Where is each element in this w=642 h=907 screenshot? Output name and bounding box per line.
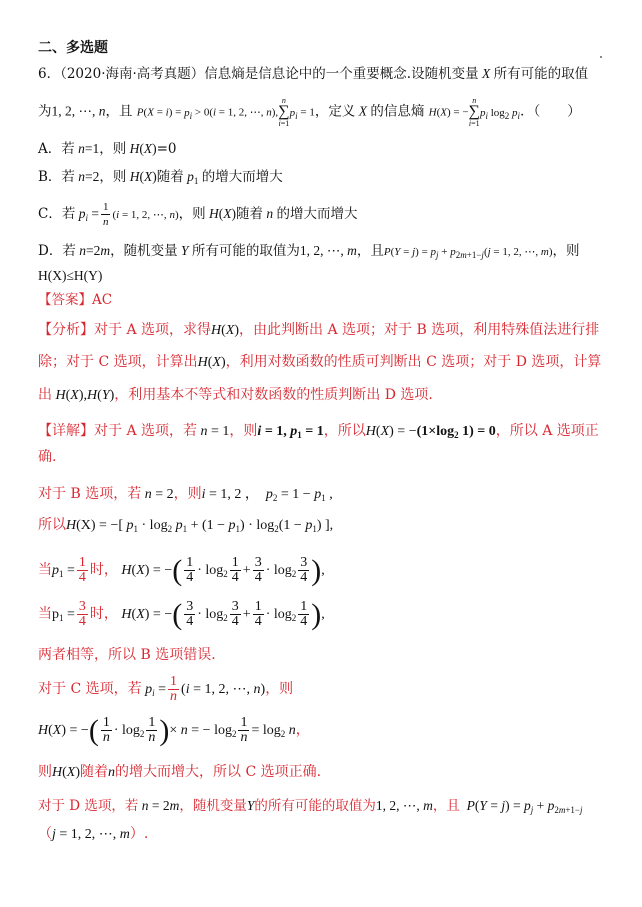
- math: n=1: [78, 141, 100, 156]
- stem-text: ，定义: [314, 103, 356, 120]
- fraction: $\frac{1}{n}$: [102, 201, 109, 228]
- detail-b-line2: [38, 515, 333, 539]
- math: $p_i$ =: [145, 682, 167, 698]
- math: H(X): [52, 765, 81, 780]
- detail-line2: 确.: [38, 449, 57, 465]
- math: Y: [246, 798, 255, 813]
- math: H(X) = −(: [38, 713, 99, 747]
- fraction: $\frac{1}{4}$: [186, 554, 194, 585]
- fraction: $\frac{3}{4}$: [300, 554, 308, 585]
- stem-text: 信息熵是信息论中的一个重要概念.设随机变量: [204, 66, 479, 82]
- math: Y: [180, 243, 189, 258]
- option-c-text: ，则: [178, 206, 206, 222]
- detail-text: .: [143, 826, 149, 842]
- option-c-tail: 随着: [235, 206, 263, 222]
- fraction: $\frac{1}{n}$: [240, 714, 248, 745]
- detail-c-line3: [38, 762, 321, 783]
- option-c-end: 的增大而增大: [276, 206, 358, 222]
- detail-text: 随着: [80, 764, 109, 780]
- math-prob-def: $P(X = i) = p_i > 0(i = 1$, 2, ⋯, n),: [136, 106, 279, 121]
- math: $H(X) = -(1\times\log_2$ 1) = 0: [365, 424, 496, 440]
- question-source: （2020·海南·高考真题）: [60, 66, 205, 82]
- math: ),: [311, 553, 325, 587]
- math: n: [266, 206, 274, 221]
- detail-text: ，所以: [323, 423, 366, 439]
- option-d-conclusion: H(X)≤H(Y): [38, 268, 103, 283]
- question-number: 6．: [38, 66, 61, 82]
- detail-text: ，随机变量: [179, 798, 247, 814]
- answer-blank: ．（ ）: [520, 103, 581, 120]
- math: · $\log_2$: [113, 723, 145, 739]
- detail-text: 的所有可能的取值为: [254, 798, 376, 814]
- math: ),: [311, 597, 325, 631]
- math: n = 2m: [141, 798, 180, 813]
- option-a-label: A．若: [38, 141, 75, 157]
- comma: ，: [295, 722, 310, 738]
- math: H(X) = −[ $p_1 \cdot \log_2 p_1 + (1 - p_1) \cdot \log_2(1 - p_1)$ ],: [66, 518, 334, 534]
- math: i = 1, 2 ， $p_2 = 1 - p_1$ ,: [201, 487, 333, 503]
- math: n = 1: [200, 424, 230, 439]
- math: n: [108, 765, 116, 780]
- math: H(X) = −(: [121, 553, 183, 587]
- detail-b-line3: [38, 552, 325, 592]
- math: · $\log_2$: [265, 563, 297, 579]
- math: j = 1, 2, ⋯, m: [52, 827, 130, 842]
- detail-text: 当: [38, 606, 52, 622]
- math-sum: $p_i = 1$: [289, 106, 315, 121]
- paren-open: （: [38, 826, 52, 842]
- fraction: $\frac{1}{4}$: [300, 598, 308, 629]
- fraction: $\frac{3}{4}$: [231, 598, 239, 629]
- detail-c-line1: [38, 674, 293, 708]
- math: )× n = − $\log_2$: [159, 713, 237, 747]
- sum-operator: n ∑ i=1: [468, 96, 480, 128]
- math: $p_1$ =: [52, 563, 75, 579]
- math: H(X): [129, 141, 157, 156]
- math: 1, 2, ⋯, m: [299, 243, 357, 258]
- detail-line1: [38, 421, 599, 445]
- option-a-text: ，则: [99, 141, 127, 157]
- math: i = 1, $p_1 = 1$: [257, 424, 324, 440]
- detail-text: 对于 B 选项，若: [38, 486, 142, 502]
- stem-text: 的信息熵: [370, 103, 425, 120]
- option-c: [38, 200, 357, 229]
- detail-text: 则: [38, 764, 52, 780]
- option-b-label: B．若: [38, 169, 75, 185]
- math: · $\log_2$: [197, 607, 228, 623]
- math-entropy-def: H(X) = −: [428, 106, 469, 119]
- option-d-label: D．若: [38, 243, 76, 259]
- option-b: [38, 167, 283, 191]
- option-a-tail: =0: [156, 141, 177, 157]
- option-b-end: 的增大而增大: [201, 169, 283, 185]
- option-d-text: ，随机变量: [110, 243, 178, 259]
- math: $p_1$ =: [52, 607, 75, 623]
- detail-text: 所以: [38, 517, 66, 533]
- option-d-tail: 所有可能的取值为: [191, 243, 300, 259]
- question-stem-line1: [38, 64, 588, 84]
- detail-b-line5: 两者相等，所以 B 选项错误.: [38, 647, 216, 663]
- math: $P(Y = j) = p_j + p_{2m+1-j}$: [466, 798, 583, 815]
- math-range: 1, 2, ⋯, n: [51, 103, 106, 119]
- option-b-tail: 随着: [156, 169, 184, 185]
- detail-text: 对于 C 选项，若: [38, 681, 142, 697]
- math: n = 2: [144, 487, 174, 502]
- question-stem-line2: [38, 96, 581, 128]
- option-d-end: ，且: [356, 243, 384, 259]
- detail-d-line2: [38, 824, 148, 845]
- option-b-text: ，则: [99, 169, 127, 185]
- var-x: X: [478, 66, 494, 81]
- fraction: $\frac{3}{4}$: [186, 598, 194, 629]
- math: $P(Y = j) = p_j + p_{2m+1-j}(j = 1$, 2, ⋯, m): [383, 246, 553, 260]
- math: +: [242, 563, 251, 578]
- answer-label: 【答案】: [38, 292, 92, 308]
- detail-d-line1: [38, 796, 583, 820]
- math: $p_i$ =: [78, 206, 99, 223]
- analysis-text: 出: [38, 387, 52, 403]
- scan-dot: [600, 56, 602, 58]
- detail-c-line2: [38, 712, 310, 752]
- math: H(X),H(Y): [55, 388, 115, 403]
- fraction: $\frac{3}{4}$: [78, 598, 86, 629]
- option-d: [38, 241, 580, 265]
- option-c-label: C．若: [38, 206, 76, 222]
- fraction: $\frac{1}{n}$: [148, 714, 156, 745]
- detail-text: ，则: [265, 681, 294, 697]
- detail-text: 的增大而增大，所以 C 选项正确.: [115, 764, 322, 780]
- detail-text: 对于 A 选项，若: [94, 423, 198, 439]
- math: (i = 1, 2, ⋯, n): [112, 209, 179, 221]
- detail-text: ，所以 A 选项正: [495, 423, 599, 439]
- math: · $\log_2$: [265, 607, 297, 623]
- math: H(X): [197, 355, 226, 370]
- analysis-line3: [38, 385, 433, 406]
- math: H(X) = −(: [121, 597, 183, 631]
- fraction: $\frac{1}{n}$: [102, 714, 110, 745]
- stem-text: 为: [38, 103, 52, 120]
- math: = $\log_2 n$: [251, 723, 296, 739]
- math: H(X): [211, 323, 240, 338]
- var-x: X: [355, 103, 371, 119]
- analysis-text: 除；对于 C 选项，计算出: [38, 354, 198, 370]
- math: n=2: [78, 169, 100, 184]
- answer-line: [38, 290, 112, 310]
- math: +: [242, 607, 251, 622]
- math: $p_1$: [187, 169, 199, 186]
- detail-text: 时，: [89, 562, 118, 578]
- detail-text: 对于 D 选项，若: [38, 798, 139, 814]
- detail-b-line4: [38, 596, 325, 636]
- analysis-text: ，利用对数函数的性质可判断出 C 选项；对于 D 选项，计算: [225, 354, 602, 370]
- math: (i = 1, 2, ⋯, n): [181, 682, 266, 697]
- math: n=2m: [79, 243, 111, 258]
- detail-text: ，则: [173, 486, 202, 502]
- math-entropy-term: $p_i$ $\log_2 p_i$: [479, 106, 521, 121]
- stem-text: 所有可能的取值: [493, 66, 589, 82]
- analysis-line2: [38, 352, 601, 373]
- detail-text: 时，: [89, 606, 118, 622]
- analysis-text: ，利用基本不等式和对数函数的性质判断出 D 选项.: [114, 387, 433, 403]
- analysis-text: ，由此判断出 A 选项；对于 B 选项，利用特殊值法进行排: [239, 322, 600, 338]
- detail-text: 当: [38, 562, 52, 578]
- math: · $\log_2$: [197, 563, 228, 579]
- fraction: $\frac{1}{n}$: [170, 673, 178, 704]
- detail-b-line1: [38, 484, 333, 508]
- fraction: $\frac{1}{4}$: [254, 598, 262, 629]
- sum-operator: n ∑ i=1: [278, 96, 290, 128]
- math: H(X): [208, 206, 236, 221]
- detail-text: ，则: [229, 423, 258, 439]
- option-a: [38, 139, 177, 159]
- analysis-line1: [38, 320, 599, 341]
- math: H(X): [129, 169, 157, 184]
- analysis-text: 对于 A 选项，求得: [94, 322, 212, 338]
- paren-close: ）: [129, 826, 144, 842]
- analysis-label: 【分析】: [38, 322, 94, 338]
- fraction: $\frac{3}{4}$: [254, 554, 262, 585]
- math: 1, 2, ⋯, m: [375, 798, 433, 813]
- section-title: 二、多选题: [38, 40, 108, 56]
- detail-text: ，且: [432, 798, 460, 814]
- answer-value: AC: [92, 292, 113, 308]
- option-d-end2: ，则: [552, 243, 580, 259]
- fraction: $\frac{1}{4}$: [231, 554, 239, 585]
- stem-text: ，且: [105, 103, 133, 120]
- fraction: $\frac{1}{4}$: [78, 554, 86, 585]
- detail-label: 【详解】: [38, 423, 94, 439]
